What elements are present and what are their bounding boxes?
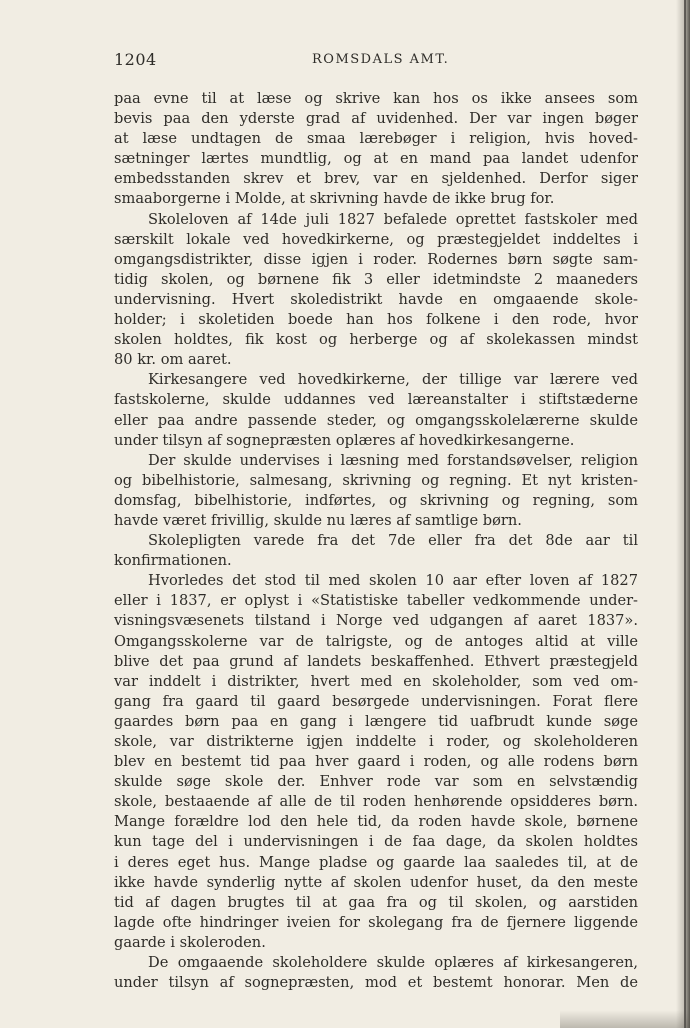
body-text (114, 89, 638, 993)
text-line: holder; i skoletiden boede han hos folkene i den rode, hvor (114, 311, 638, 329)
text-line: særskilt lokale ved hovedkirkerne, og præstegjeldet inddeltes i (114, 230, 638, 248)
text-line: var inddelt i distrikter, hvert med en skoleholder, som ved om- (114, 672, 638, 690)
text-line: lagde ofte hindringer iveien for skolegang fra de fjernere liggende (114, 913, 638, 931)
text-line: skole, bestaaende af alle de til roden henhørende opsidderes børn. (114, 793, 638, 811)
text-line: skolen holdtes, fik kost og herberge og af skolekassen mindst (114, 331, 638, 349)
text-line: Skolepligten varede fra det 7de eller fra det 8de aar til (148, 532, 638, 550)
running-head: ROMSDALS AMT. (312, 52, 450, 67)
text-line: under tilsyn af sognepræsten oplæres af hovedkirkesangerne. (114, 431, 575, 449)
text-line: visningsvæsenets tilstand i Norge ved udgangen af aaret 1837». (114, 612, 638, 630)
text-line: Skoleloven af 14de juli 1827 befalede oprettet fastskoler med (148, 210, 638, 228)
text-line: konfirmationen. (114, 552, 232, 570)
text-line: under tilsyn af sognepræsten, mod et bestemt honorar. Men de (114, 974, 638, 992)
text-line: eller i 1837, er oplyst i «Statistiske tabeller vedkommende under- (114, 592, 638, 610)
page-header (114, 50, 638, 72)
text-line: undervisning. Hvert skoledistrikt havde en omgaaende skole- (114, 290, 638, 308)
text-line: at læse undtagen de smaa lærebøger i religion, hvis hoved- (114, 130, 638, 148)
text-line: embedsstanden skrev et brev, var en sjeldenhed. Derfor siger (114, 170, 638, 188)
text-line: sætninger lærtes mundtlig, og at en mand paa landet udenfor (114, 150, 638, 168)
text-line: gaardes børn paa en gang i længere tid uafbrudt kunde søge (114, 712, 638, 730)
text-line: gang fra gaard til gaard besørgede undervisningen. Forat flere (114, 692, 638, 710)
text-line: ikke havde synderlig nytte af skolen udenfor huset, da den meste (114, 873, 638, 891)
text-line: kun tage del i undervisningen i de faa dage, da skolen holdtes (114, 833, 638, 851)
page-edge-line (684, 0, 686, 1028)
text-line: 80 kr. om aaret. (114, 351, 232, 369)
text-line: domsfag, bibelhistorie, indførtes, og skrivning og regning, som (114, 491, 638, 509)
page-edge-shadow (676, 0, 690, 1028)
text-line: i deres eget hus. Mange pladse og gaarde laa saaledes til, at de (114, 853, 638, 871)
text-line: gaarde i skoleroden. (114, 933, 266, 951)
text-line: paa evne til at læse og skrive kan hos os ikke ansees som (114, 90, 638, 107)
text-line: fastskolerne, skulde uddannes ved læreanstalter i stiftstæderne (114, 391, 638, 409)
text-line: havde været frivillig, skulde nu læres af samtlige børn. (114, 511, 522, 529)
text-line: blev en bestemt tid paa hver gaard i roden, og alle rodens børn (114, 753, 638, 771)
page-number: 1204 (114, 50, 157, 69)
text-line: og bibelhistorie, salmesang, skrivning og regning. Et nyt kristen- (114, 471, 638, 489)
bottom-fold-shadow (560, 1010, 690, 1028)
text-line: De omgaaende skoleholdere skulde oplæres af kirkesangeren, (148, 954, 638, 972)
text-line: Mange forældre lod den hele tid, da roden havde skole, børnene (114, 813, 638, 831)
text-line: eller paa andre passende steder, og omgangsskolelærerne skulde (114, 411, 638, 429)
text-line: tidig skolen, og børnene fik 3 eller idetmindste 2 maaneders (114, 270, 638, 288)
text-line: Omgangsskolerne var de talrigste, og de antoges altid at ville (114, 632, 638, 650)
text-line: Der skulde undervises i læsning med forstandsøvelser, religion (148, 451, 638, 469)
text-line: blive det paa grund af landets beskaffenhed. Ethvert præstegjeld (114, 652, 638, 670)
text-line: skulde søge skole der. Enhver rode var som en selvstændig (114, 773, 638, 791)
text-line: skole, var distrikterne igjen inddelte i roder, og skoleholderen (114, 733, 638, 750)
text-line: smaaborgerne i Molde, at skrivning havde de ikke brug for. (114, 190, 555, 208)
text-line: bevis paa den yderste grad af uvidenhed. Der var ingen bøger (114, 110, 638, 128)
text-line: Kirkesangere ved hovedkirkerne, der tillige var lærere ved (148, 371, 638, 389)
text-line: tid af dagen brugtes til at gaa fra og til skolen, og aarstiden (114, 893, 638, 911)
text-line: Hvorledes det stod til med skolen 10 aar efter loven af 1827 (148, 572, 638, 590)
text-line: omgangsdistrikter, disse igjen i roder. Rodernes børn søgte sam- (114, 250, 638, 268)
